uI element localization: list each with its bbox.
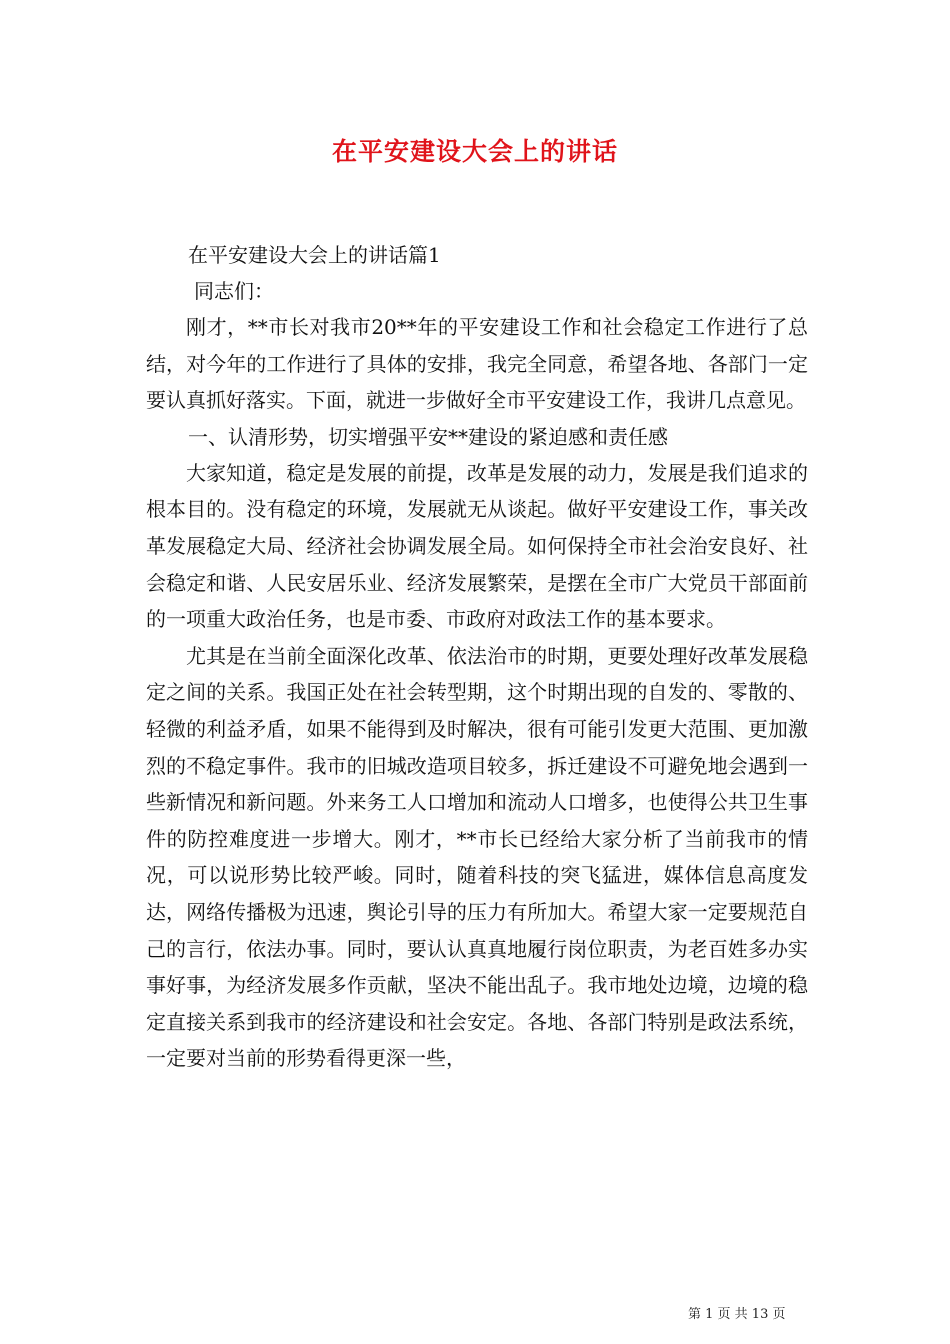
- subtitle: 在平安建设大会上的讲话篇1: [188, 243, 441, 267]
- document-body: [146, 237, 808, 1077]
- document-title: 在平安建设大会上的讲话: [331, 137, 618, 166]
- body-paragraph-2: 尤其是在当前全面深化改革、依法治市的时期，更要处理好改革发展稳定之间的关系。我国正处在社会转型期，这个时期出现的自发的、零散的、轻微的利益矛盾，如果不能得到及时解决，很有可能引发更大范围、更加激烈的不稳定事件。我市的旧城改造项目较多，拆迁建设不可避免地会遇到一些新情况和新问题。外来务工人口增加和流动人口增多，也使得公共卫生事件的防控难度进一步增大。刚才，**市长已经给大家分析了当前我市的情况，可以说形势比较严峻。同时，随着科技的突飞猛进，媒体信息高度发达，网络传播极为迅速，舆论引导的压力有所加大。希望大家一定要规范自己的言行，依法办事。同时，要认认真真地履行岗位职责，为老百姓多办实事好事，为经济发展多作贡献，坚决不能出乱子。我市地处边境，边境的稳定直接关系到我市的经济建设和社会安定。各地、各部门特别是政法系统，一定要对当前的形势看得更深一些，: [146, 643, 808, 1071]
- body-paragraph-1: 大家知道，稳定是发展的前提，改革是发展的动力，发展是我们追求的根本目的。没有稳定的环境，发展就无从谈起。做好平安建设工作，事关改革发展稳定大局、经济社会协调发展全局。如何保持全市社会治安良好、社会稳定和谐、人民安居乐业、经济发展繁荣，是摆在全市广大党员干部面前的一项重大政治任务，也是市委、市政府对政法工作的基本要求。: [146, 460, 808, 632]
- greeting: 同志们：: [194, 279, 274, 303]
- section-heading: 一、认清形势，切实增强平安**建设的紧迫感和责任感: [188, 424, 668, 449]
- intro-paragraph: 刚才，**市长对我市20**年的平安建设工作和社会稳定工作进行了总结，对今年的工作进行了具体的安排，我完全同意，希望各地、各部门一定要认真抓好落实。下面，就进一步做好全市平安建设工作，我讲几点意见。: [146, 315, 808, 413]
- page-number: 第 1 页 共 13 页: [688, 1307, 786, 1322]
